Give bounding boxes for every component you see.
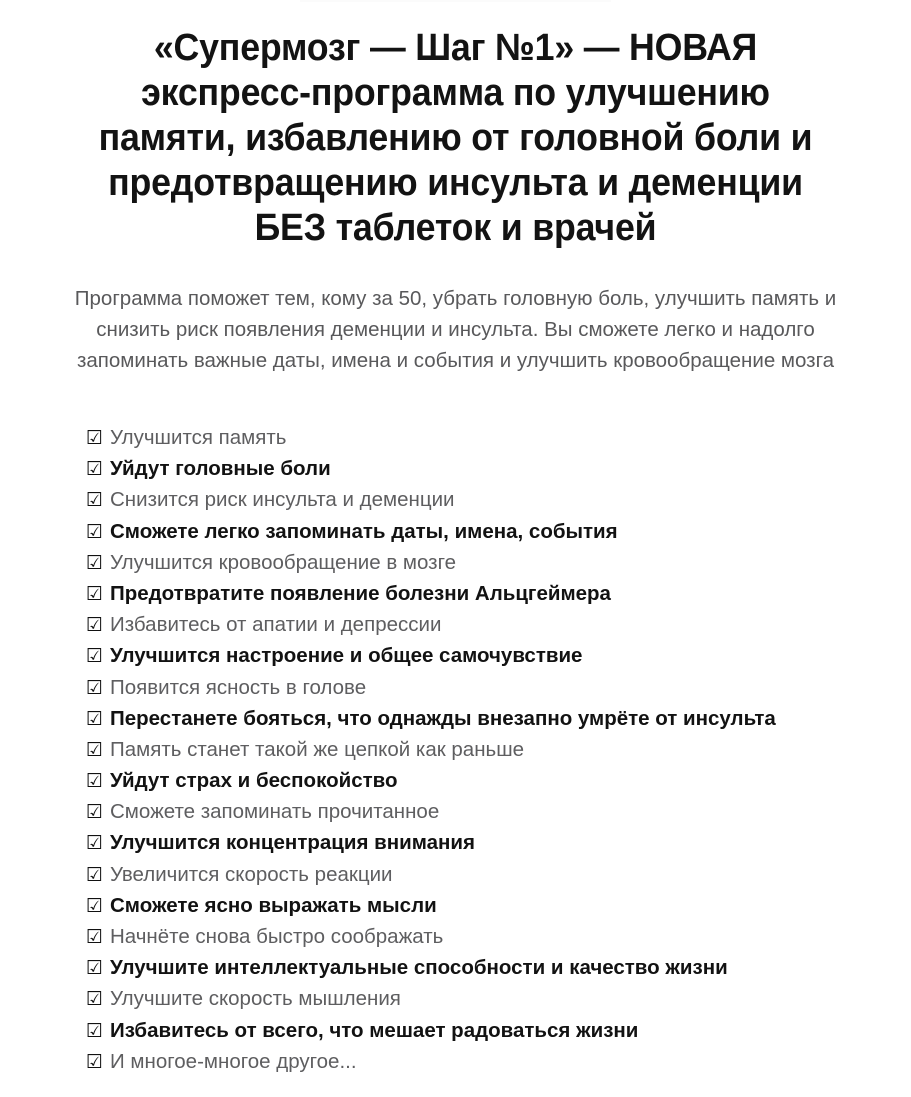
checklist-item-label: Перестанете бояться, что однажды внезапно умрёте от инсульта (110, 706, 776, 730)
checklist-item (86, 516, 871, 547)
checklist-item-label: Избавитесь от всего, что мешает радоваться жизни (110, 1018, 639, 1042)
checklist-item-label: Улучшится память (110, 426, 287, 449)
checklist-item-label: Избавитесь от апатии и депрессии (110, 613, 442, 637)
checklist-item (86, 921, 871, 952)
benefits-checklist (0, 376, 911, 1077)
checklist-item (86, 453, 871, 484)
checklist-item-label: Начнёте снова быстро соображать (110, 925, 444, 948)
checklist-item-label: Уйдут головные боли (110, 457, 331, 481)
checklist-item (86, 765, 871, 796)
checkbox-checked-icon: ☑ (86, 957, 104, 980)
checkbox-checked-icon: ☑ (86, 801, 104, 824)
checkbox-checked-icon: ☑ (86, 1050, 104, 1073)
checkbox-checked-icon: ☑ (86, 738, 104, 761)
page-title: «Супермозг — Шаг №1» — НОВАЯ экспресс-программа по улучшению памяти, избавлению от головной боли и предотвращению инсульта и деменции БЕЗ таблеток и врачей (98, 27, 813, 249)
checklist-item (86, 640, 871, 671)
checkbox-checked-icon: ☑ (86, 582, 104, 605)
checklist-item-label: Сможете ясно выражать мысли (110, 893, 437, 917)
checklist-item (86, 952, 871, 983)
checkbox-checked-icon: ☑ (86, 551, 104, 574)
checklist-item (86, 484, 871, 515)
checklist-item-label: Сможете легко запоминать даты, имена, события (110, 519, 618, 543)
checklist-item (86, 1015, 871, 1046)
checklist-item-label: Увеличится скорость реакции (110, 862, 393, 886)
checkbox-checked-icon: ☑ (86, 458, 104, 481)
checkbox-checked-icon: ☑ (86, 770, 104, 793)
checklist-item-label: Появится ясность в голове (110, 675, 367, 699)
checklist-item-label: Снизится риск инсульта и деменции (110, 488, 455, 512)
checklist-item (86, 672, 871, 703)
checklist-item (86, 547, 871, 578)
checklist-item-label: Улучшится концентрация внимания (110, 831, 475, 855)
checklist-item-label: И многое-многое другое... (110, 1049, 357, 1073)
checklist-item-label: Улучшится настроение и общее самочувствие (110, 644, 583, 668)
checklist-item (86, 983, 871, 1014)
checklist-item (86, 890, 871, 921)
checkbox-checked-icon: ☑ (86, 832, 104, 855)
checklist-item (86, 609, 871, 640)
checklist-item (86, 859, 871, 890)
checklist-item (86, 703, 871, 734)
checkbox-checked-icon: ☑ (86, 489, 104, 512)
checklist-item (86, 827, 871, 858)
checkbox-checked-icon: ☑ (86, 894, 104, 917)
checklist-item (86, 422, 871, 453)
checkbox-checked-icon: ☑ (86, 614, 104, 637)
checklist-item (86, 578, 871, 609)
checkbox-checked-icon: ☑ (86, 707, 104, 730)
checklist-item-label: Предотвратите появление болезни Альцгеймера (110, 581, 611, 605)
checklist-item-label: Память станет такой же цепкой как раньше (110, 737, 525, 761)
checklist-item-label: Улучшите скорость мышления (110, 987, 401, 1011)
checkbox-checked-icon: ☑ (86, 926, 104, 948)
checkbox-checked-icon: ☑ (86, 645, 104, 668)
checkbox-checked-icon: ☑ (86, 427, 104, 449)
checkbox-checked-icon: ☑ (86, 520, 104, 543)
checklist-item-label: Сможете запоминать прочитанное (110, 800, 440, 824)
page-subtitle: Программа поможет тем, кому за 50, убрать головную боль, улучшить память и снизить риск появления деменции и инсульта. Вы сможете легко и надолго запоминать важные даты, имена и события и улучшить кровообращение мозга (74, 287, 837, 372)
checklist-item-label: Уйдут страх и беспокойство (110, 769, 398, 793)
checklist-item-label: Улучшите интеллектуальные способности и качество жизни (110, 956, 728, 980)
checklist-item (86, 734, 871, 765)
checkbox-checked-icon: ☑ (86, 863, 104, 886)
checklist-item (86, 1046, 871, 1077)
checkbox-checked-icon: ☑ (86, 1019, 104, 1042)
checklist-item (86, 796, 871, 827)
checkbox-checked-icon: ☑ (86, 988, 104, 1011)
checklist-item-label: Улучшится кровообращение в мозге (110, 550, 457, 574)
checkbox-checked-icon: ☑ (86, 676, 104, 699)
